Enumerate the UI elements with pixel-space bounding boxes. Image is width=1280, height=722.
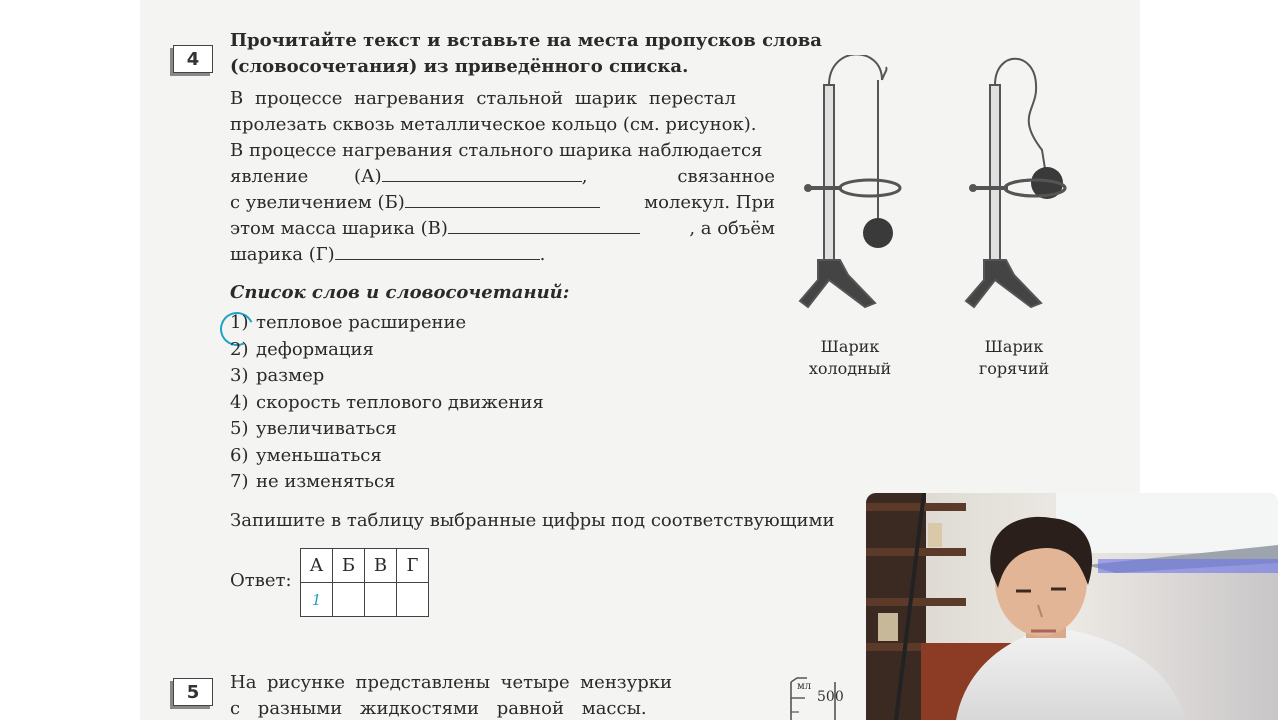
blank-b [405, 191, 600, 208]
list-item-number: 7) [230, 471, 249, 492]
list-item [230, 416, 544, 443]
caption-hot-ball [964, 336, 1064, 380]
list-item-number: 3) [230, 365, 249, 386]
text-fragment: связанное [677, 166, 775, 187]
list-item-number: 5) [230, 418, 249, 439]
text-fragment: шарика [230, 244, 303, 265]
blank-a [382, 165, 582, 182]
blank-label-v: (В) [420, 218, 448, 239]
answer-header-a: А [301, 549, 333, 583]
cold-ball [863, 218, 893, 248]
answer-table [300, 548, 429, 617]
blank-label-g: (Г) [308, 244, 335, 265]
list-item [230, 390, 544, 417]
text-fragment: молекул. При [644, 192, 775, 213]
text-fragment: с увеличением [230, 192, 372, 213]
word-list-title: Список слов и словосочетаний: [230, 282, 570, 303]
list-item-number: 6) [230, 444, 249, 466]
answer-header-row [301, 549, 429, 583]
blank-g [335, 243, 540, 260]
task-number-5 [173, 678, 213, 706]
list-item-text: уменьшаться [256, 444, 382, 466]
caption-line: горячий [978, 359, 1050, 378]
caption-line: Шарик [820, 337, 880, 356]
text-line-blank-v [230, 216, 775, 242]
caption-cold-ball [800, 336, 900, 380]
text-line-blank-b [230, 190, 775, 216]
task5-text [230, 670, 672, 722]
list-item [230, 443, 544, 470]
blank-v [448, 217, 640, 234]
text-fragment: этом масса шарика [230, 218, 415, 239]
answer-cell-g[interactable] [397, 583, 429, 617]
beaker-figure [785, 676, 855, 720]
list-item-number: 1) [230, 312, 249, 333]
answer-header-g: Г [397, 549, 429, 583]
list-item-number: 2) [230, 338, 249, 360]
blank-label-a: (А) [354, 166, 382, 187]
task4-instruction [230, 28, 822, 80]
text-line: В процессе нагревания стального шарика наблюдается [230, 140, 763, 161]
list-item-text: скорость теплового движения [256, 391, 544, 413]
task-number-4-label: 4 [186, 48, 200, 70]
answer-cell-b[interactable] [333, 583, 365, 617]
text-line: На рисунке представлены четыре мензурки [230, 672, 672, 693]
list-item-number: 4) [230, 391, 249, 413]
answer-value-row [301, 583, 429, 617]
beaker-value: 500 [817, 689, 844, 705]
blank-label-b: (Б) [377, 192, 405, 213]
answer-cell-a[interactable]: 1 [301, 583, 333, 617]
answer-cell-v[interactable] [365, 583, 397, 617]
answer-header-b: Б [333, 549, 365, 583]
ring-ball-figure [790, 55, 1090, 325]
beaker-unit: мл [797, 681, 812, 692]
caption-line: холодный [808, 359, 892, 378]
answer-header-v: В [365, 549, 397, 583]
caption-line: Шарик [984, 337, 1044, 356]
webcam-video [866, 493, 1278, 720]
text-line: с разными жидкостями равной массы. [230, 698, 647, 719]
list-item [230, 337, 544, 364]
list-item [230, 363, 544, 390]
text-line-blank-g: шарика (Г) . [230, 244, 546, 265]
instruction-line: (словосочетания) из приведённого списка. [230, 56, 689, 77]
text-line: пролезать сквозь металлическое кольцо (см. рисунок). [230, 114, 757, 135]
list-item-text: тепловое расширение [256, 312, 467, 333]
word-list [230, 310, 544, 496]
list-item [230, 310, 544, 337]
list-item [230, 469, 544, 496]
text-fragment: явление [230, 166, 309, 187]
instruction-line: Прочитайте текст и вставьте на места пропусков слова [230, 30, 822, 51]
task4-text [230, 86, 775, 268]
answer-label: Ответ: [230, 570, 292, 591]
webcam-overlay [866, 493, 1278, 720]
task-number-5-label: 5 [186, 681, 200, 703]
text-fragment: , а объём [689, 218, 775, 239]
list-item-text: деформация [256, 338, 374, 360]
list-item-text: размер [256, 365, 325, 386]
list-item-text: увеличиваться [256, 418, 397, 439]
list-item-text: не изменяться [256, 471, 396, 492]
table-prompt: Запишите в таблицу выбранные цифры под соответствующими [230, 510, 835, 531]
task-number-4 [173, 45, 213, 73]
text-line-blank-a: явление (А) , связанное [230, 164, 775, 190]
text-line: В процессе нагревания стальной шарик перестал [230, 88, 736, 109]
